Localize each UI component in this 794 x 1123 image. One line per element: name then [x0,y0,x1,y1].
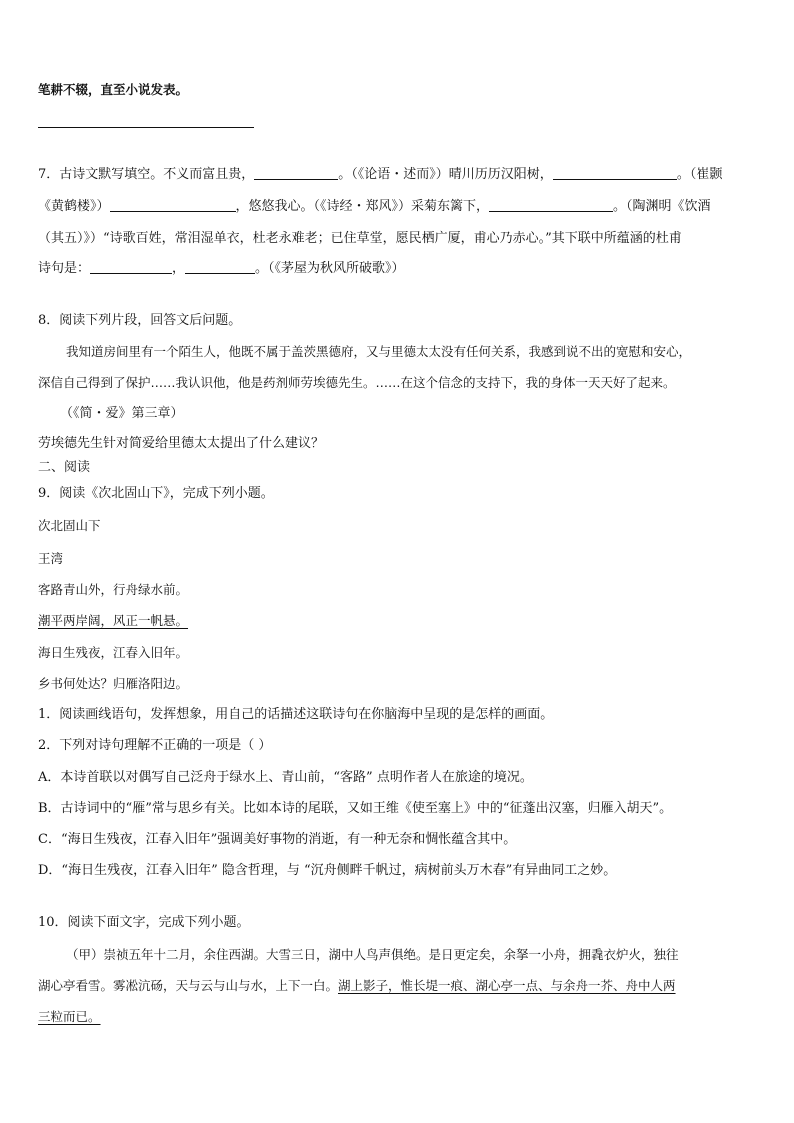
q7-text: 。（陶渊明《饮酒 [613,199,711,214]
q8-source: （《简・爱》第三章） [60,406,184,421]
q9-subquestion-2: 2．下列对诗句理解不正确的一项是（ ） [38,738,272,753]
poem-line-2-underlined: 潮平两岸阔，风正一帆悬。 [38,613,189,628]
q7-blank-1[interactable] [254,165,338,180]
q7-line-1 [38,165,722,185]
q10-passage-line-1: （甲）崇祯五年十二月，余住西湖。大雪三日，湖中人鸟声俱绝。是日更定矣，余拏一小舟，拥毳衣炉火，独往 [66,947,679,962]
q7-line-3: （其五）》）“诗歌百姓，常泪湿单衣，杜老永难老；已住草堂，愿民栖广厦，甫心乃赤心。”其下联中所蕴涵的杜甫 [38,231,682,246]
q7-text: 《黄鹤楼》） [38,199,110,214]
intro-tail: 笔耕不辍，直至小说发表。 [38,82,189,97]
q8-question: 劳埃德先生针对简爱给里德太太提出了什么建议？ [38,436,325,451]
q10-passage-underlined: 湖上影子，惟长堤一痕、湖心亭一点、与余舟一芥、舟中人两 [338,978,676,993]
q7-text: 。（《论语・述而》）晴川历历汉阳树， [338,167,553,182]
q10-label: 10．阅读下面文字，完成下列小题。 [38,915,250,930]
q8-label: 8．阅读下列片段，回答文后问题。 [38,313,242,328]
q9-option-c[interactable]: C．“海日生残夜，江春入旧年”强调美好事物的消逝，有一种无奈和惆怅蕴含其中。 [38,832,517,847]
section-divider [38,127,254,128]
q7-blank-6[interactable] [185,259,255,274]
q8-passage-line-2: 深信自己得到了保护……我认识他，他是药剂师劳埃德先生。……在这个信念的支持下，我的身体一天天好了起来。 [38,375,676,390]
q7-text: ， [172,261,186,276]
poem-line-3: 海日生残夜，江春入旧年。 [38,645,189,660]
q10-passage-text: 湖心亭看雪。雾凇沆砀，天与云与山与水，上下一白。 [38,978,339,993]
q7-text: 诗句是： [38,261,91,276]
section-2-title: 二、阅读 [38,460,91,475]
poem-line-4: 乡书何处达？归雁洛阳边。 [38,676,189,691]
q7-blank-2[interactable] [553,165,677,180]
q7-blank-4[interactable] [489,197,613,212]
q10-passage-line-3: 三粒而已。 [38,1009,101,1024]
poem-author: 王湾 [38,551,64,566]
q9-option-b[interactable]: B．古诗词中的“雁”常与思乡有关。比如本诗的尾联，又如王维《使至塞上》中的“征蓬出汉塞，归雁入胡天”。 [38,801,673,816]
q9-subquestion-1: 1．阅读画线语句，发挥想象，用自己的话描述这联诗句在你脑海中呈现的是怎样的画面。 [38,707,554,722]
q7-text: 不义而富且贵， [163,167,255,182]
q7-blank-3[interactable] [110,197,236,212]
q7-text: 。（崔颢 [676,167,723,182]
q8-passage-line-1: 我知道房间里有一个陌生人，他既不属于盖茨黑德府，又与里德太太没有任何关系，我感到说不出的宽慰和安心， [66,344,692,359]
q7-text: ，悠悠我心。（《诗经・郑风》）采菊东篱下， [235,199,490,214]
q9-label: 9．阅读《次北固山下》，完成下列小题。 [38,486,274,501]
q9-option-d[interactable]: D．“海日生残夜，江春入旧年” 隐含哲理，与 “沉舟侧畔千帆过，病树前头万木春”有异曲同工之妙。 [38,863,617,878]
q7-label: 7．古诗文默写填空。 [38,167,164,182]
poem-line-1: 客路青山外，行舟绿水前。 [38,582,189,597]
q10-passage-line-2 [38,976,676,996]
poem-title: 次北固山下 [38,518,101,533]
q9-option-a[interactable]: A．本诗首联以对偶写自己泛舟于绿水上、青山前，“客路” 点明作者人在旅途的境况。 [38,770,533,785]
q7-line-2 [38,197,711,217]
q7-text: 。（《茅屋为秋风所破歌》） [255,261,405,276]
q7-line-4 [38,259,405,279]
q7-blank-5[interactable] [90,259,172,274]
